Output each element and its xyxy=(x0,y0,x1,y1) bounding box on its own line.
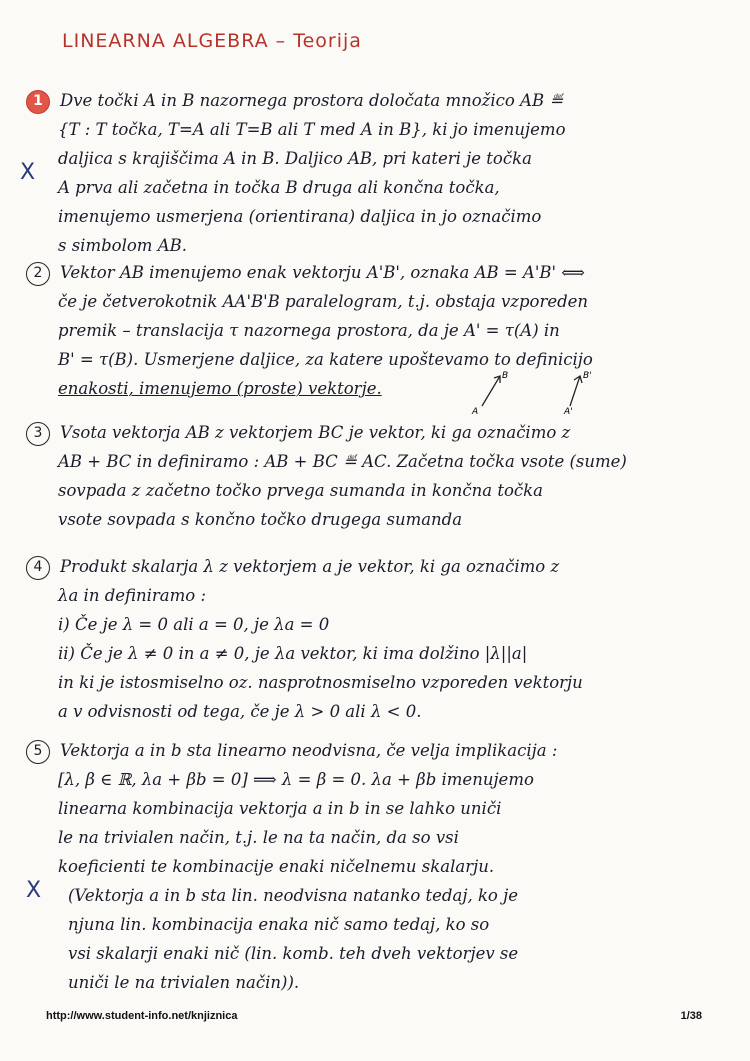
section-number: 5 xyxy=(26,740,50,764)
text-line: Produkt skalarja λ z vektorjem a je vektor, ki ga označimo z xyxy=(60,557,560,576)
page-title: LINEARNA ALGEBRA – Teorija xyxy=(62,30,362,52)
text-line: [λ, β ∈ ℝ, λa + βb = 0] ⟹ λ = β = 0. λa + βb imenujemo xyxy=(58,770,534,789)
text-line: λa in definiramo : xyxy=(58,586,207,605)
text-line: {T : T točka, T=A ali T=B ali T med A in B}, ki jo imenujemo xyxy=(58,120,566,139)
text-line: Vsota vektorja AB z vektorjem BC je vektor, ki ga označimo z xyxy=(60,423,571,442)
text-line: njuna lin. kombinacija enaka nič samo tedaj, ko so xyxy=(68,915,490,934)
section-number: 4 xyxy=(26,556,50,580)
text-line: enakosti, imenujemo (proste) vektorje. xyxy=(58,379,382,398)
section-4 xyxy=(26,552,731,726)
text-line: a v odvisnosti od tega, če je λ > 0 ali λ < 0. xyxy=(58,702,422,721)
parallel-vectors-sketch xyxy=(470,368,640,418)
point-label: A xyxy=(472,407,479,417)
text-line: sovpada z začetno točko prvega sumanda in končna točka xyxy=(58,481,543,500)
point-label: B xyxy=(502,371,509,381)
section-number: 2 xyxy=(26,262,50,286)
text-line: Vektorja a in b sta linearno neodvisna, če velja implikacija : xyxy=(60,741,558,760)
text-line: koeficienti te kombinacije enaki ničelnemu skalarju. xyxy=(58,857,495,876)
text-line: i) Če je λ = 0 ali a = 0, je λa = 0 xyxy=(58,615,330,634)
text-line: B' = τ(B). Usmerjene daljice, za katere upoštevamo to definicijo xyxy=(58,350,593,369)
text-line: in ki je istosmiselno oz. nasprotnosmiselno vzporeden vektorju xyxy=(58,673,583,692)
text-line: imenujemo usmerjena (orientirana) daljica in jo označimo xyxy=(58,207,542,226)
text-line: Dve točki A in B nazornega prostora določata množico AB ≝ xyxy=(60,91,564,110)
section-5 xyxy=(26,736,731,997)
text-line: uniči le na trivialen način)). xyxy=(68,973,300,992)
text-line: (Vektorja a in b sta lin. neodvisna natanko tedaj, ko je xyxy=(68,886,518,905)
text-line: premik – translacija τ nazornega prostora, da je A' = τ(A) in xyxy=(58,321,560,340)
point-label: A' xyxy=(564,407,573,417)
text-line: vsi skalarji enaki nič (lin. komb. teh dveh vektorjev se xyxy=(68,944,519,963)
vector-a1b1-arrow xyxy=(570,376,580,406)
text-line: A prva ali začetna in točka B druga ali končna točka, xyxy=(58,178,500,197)
margin-mark-x: X xyxy=(26,878,42,903)
vector-ab-arrow xyxy=(482,376,500,406)
section-number: 1 xyxy=(26,90,50,114)
section-1 xyxy=(26,86,731,260)
margin-mark-x: X xyxy=(20,160,36,185)
text-line: vsote sovpada s končno točko drugega sumanda xyxy=(58,510,463,529)
text-line: daljica s krajiščima A in B. Daljico AB, pri kateri je točka xyxy=(58,149,532,168)
text-line: AB + BC in definiramo : AB + BC ≝ AC. Začetna točka vsote (sume) xyxy=(58,452,627,471)
text-line: linearna kombinacija vektorja a in b in se lahko uniči xyxy=(58,799,502,818)
section-3 xyxy=(26,418,731,534)
point-label: B' xyxy=(583,371,592,381)
footer-url[interactable]: http://www.student-info.net/knjiznica xyxy=(46,1010,238,1022)
page-number: 1/38 xyxy=(680,1010,702,1022)
text-line: Vektor AB imenujemo enak vektorju A'B', oznaka AB = A'B' ⟺ xyxy=(60,263,585,282)
text-line: le na trivialen način, t.j. le na ta način, da so vsi xyxy=(58,828,459,847)
text-line: če je četverokotnik AA'B'B paralelogram, t.j. obstaja vzporeden xyxy=(58,292,589,311)
section-number: 3 xyxy=(26,422,50,446)
text-line: ii) Če je λ ≠ 0 in a ≠ 0, je λa vektor, ki ima dolžino |λ||a| xyxy=(58,644,528,663)
text-line: s simbolom AB. xyxy=(58,236,187,255)
